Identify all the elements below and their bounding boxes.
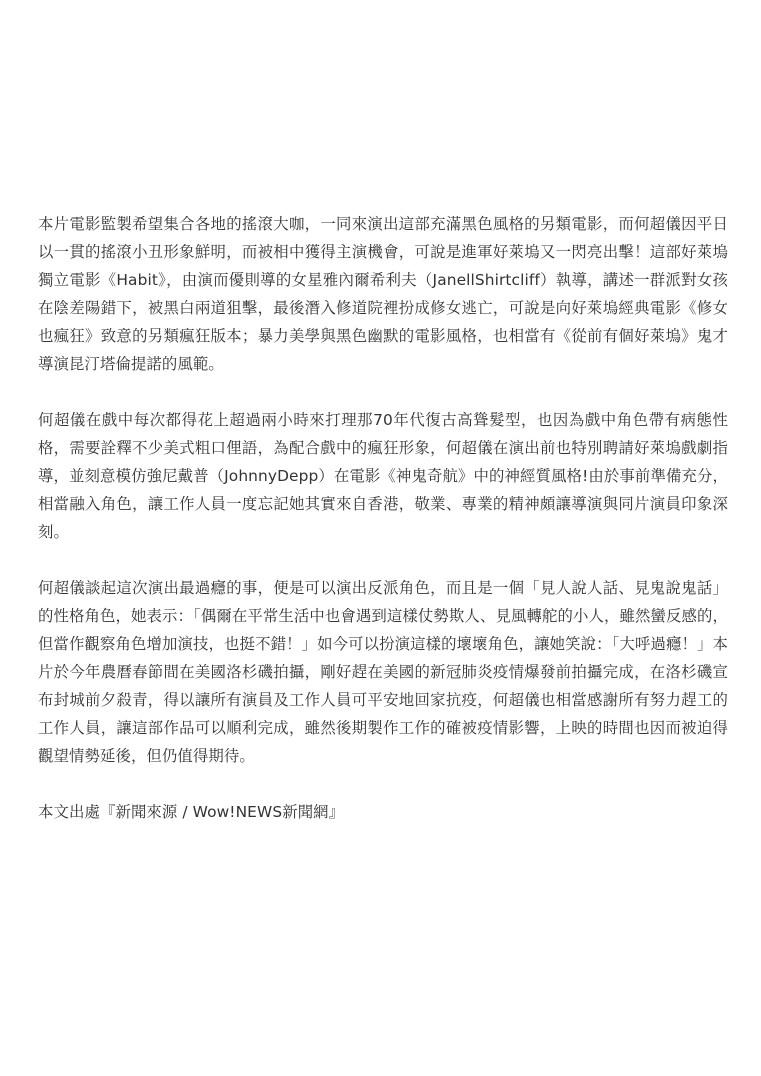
article-source-credit: 本文出處『新聞來源 / Wow!NEWS新聞網』: [38, 803, 345, 821]
article-body: [38, 210, 728, 854]
article-paragraph-1: 本片電影監製希望集合各地的搖滾大咖，一同來演出這部充滿黑色風格的另類電影，而何超儀因平日以一貫的搖滾小丑形象鮮明，而被相中獲得主演機會，可說是進軍好萊塢又一閃亮出擊！這部好萊塢獨立電影《Habit》，由演而優則導的女星雅內爾希利夫（JanellShirtcliff）執導，講述一群派對女孩在陰差陽錯下，被黑白兩道狙擊，最後潛入修道院裡扮成修女逃亡，可說是向好萊塢經典電影《修女也瘋狂》致意的另類瘋狂版本；暴力美學與黑色幽默的電影風格，也相當有《從前有個好萊塢》鬼才導演昆汀塔倫提諾的風範。: [38, 215, 728, 373]
article-paragraph-2: 何超儀在戲中每次都得花上超過兩小時來打理那70年代復古高聳髮型，也因為戲中角色帶有病態性格，需要詮釋不少美式粗口俚語，為配合戲中的瘋狂形象，何超儀在演出前也特別聘請好萊塢戲劇指導，並刻意模仿強尼戴普（JohnnyDepp）在電影《神鬼奇航》中的神經質風格!由於事前準備充分，相當融入角色，讓工作人員一度忘記她其實來自香港，敬業、專業的精神頗讓導演與同片演員印象深刻。: [38, 411, 728, 541]
article-paragraph-3: 何超儀談起這次演出最過癮的事，便是可以演出反派角色，而且是一個「見人說人話、見鬼說鬼話」的性格角色，她表示：「偶爾在平常生活中也會遇到這樣仗勢欺人、見風轉舵的小人，雖然蠻反感的，但當作觀察角色增加演技，也挺不錯！」如今可以扮演這樣的壞壞角色，讓她笑說：「大呼過癮！」本片於今年農曆春節間在美國洛杉磯拍攝，剛好趕在美國的新冠肺炎疫情爆發前拍攝完成，在洛杉磯宣布封城前夕殺青，得以讓所有演員及工作人員可平安地回家抗疫，何超儀也相當感謝所有努力趕工的工作人員，讓這部作品可以順利完成，雖然後期製作工作的確被疫情影響，上映的時間也因而被迫得觀望情勢延後，但仍值得期待。: [38, 579, 728, 765]
